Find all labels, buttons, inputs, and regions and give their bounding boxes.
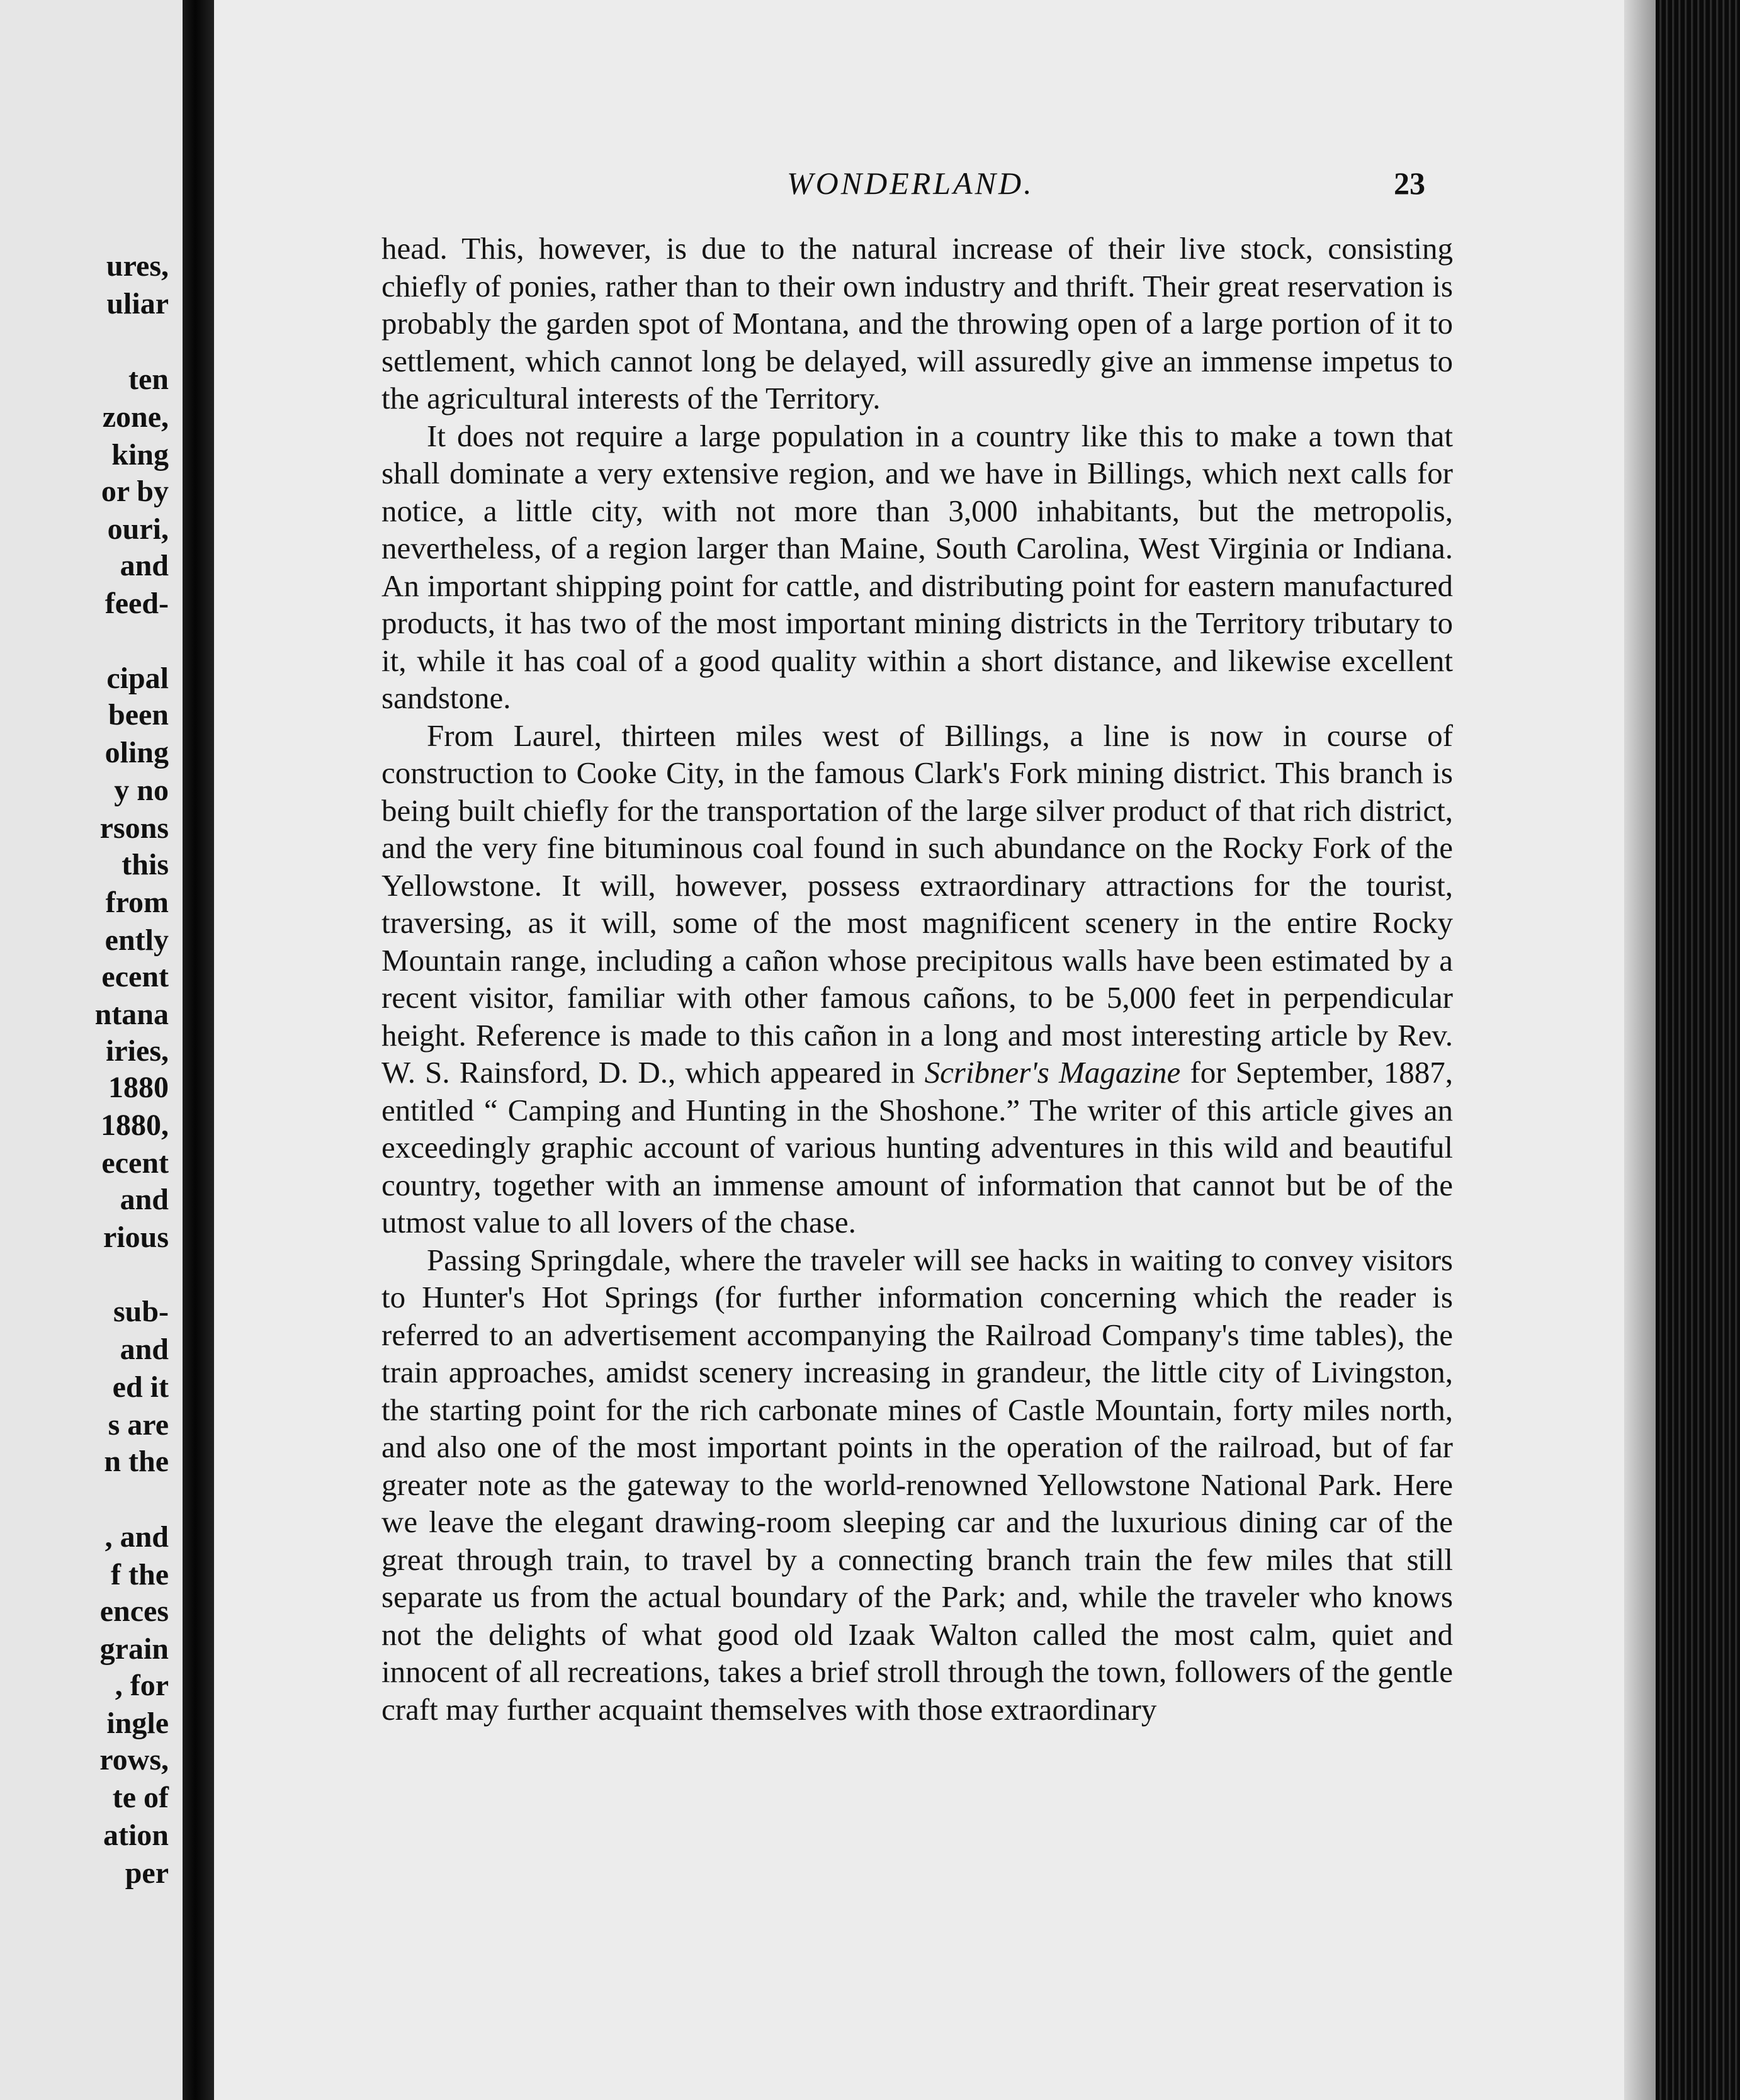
paragraph-3-part-1: From Laurel, thirteen miles west of Billings, a line is now in course of construction to Cooke City, in the famous Clark's Fork mining district. This branch is being built chiefly for the transportation of the large silver product of that rich district, and the very fine bituminous coal found in such abundance on the Rocky Fork of the Yellowstone. It will, however, possess extraordinary attractions for the tourist, traversing, as it will, some of the most magnificent scenery in the entire Rocky Mountain range, including a cañon whose precipitous walls have been estimated by a recent visitor, familiar with other famous cañons, to be 5,000 feet in perpendicular height. Reference is made to this cañon in a long and most interesting article by Rev. W. S. Rainsford, D. D., which appeared in — [381, 718, 1453, 1090]
left-page-fragment: ures, — [106, 249, 169, 283]
left-page-fragment: ences — [99, 1595, 169, 1628]
left-page-fragment: oling — [105, 736, 169, 769]
left-page-fragment: king — [111, 438, 169, 471]
paragraph-1: head. This, however, is due to the natural increase of their live stock, consisting chiefly of ponies, rather than to their own industry and thrift. Their great reservation is probably the garden spot of Montana, and the throwing open of a large portion of it to settlement, which cannot long be delayed, will assuredly give an immense impetus to the agricultural interests of the Territory. — [381, 231, 1453, 415]
book-gutter — [183, 0, 214, 2100]
left-page-fragment: and — [120, 1333, 169, 1366]
left-page-fragment: this — [121, 848, 169, 881]
page-number: 23 — [1394, 166, 1425, 201]
left-page-fragment: rious — [103, 1221, 169, 1254]
left-page-fragment: rows, — [99, 1743, 169, 1776]
book-fore-edge — [1656, 0, 1740, 2100]
left-page-fragment: , for — [115, 1669, 169, 1702]
left-page-fragment: ingle — [106, 1707, 169, 1740]
left-page-fragment: , and — [105, 1520, 169, 1554]
left-page-fragment: s are — [108, 1408, 169, 1442]
left-page-fragment: f the — [111, 1558, 169, 1591]
left-page-fragment: and — [120, 1183, 169, 1216]
left-page-fragment: sub- — [113, 1295, 169, 1328]
left-page-fragment: ecent — [101, 1146, 169, 1180]
left-page-fragment: ation — [103, 1819, 169, 1852]
left-page-fragment: te of — [112, 1781, 169, 1814]
left-page-fragment: uliar — [106, 287, 169, 320]
left-page-fragment: 1880, — [101, 1109, 169, 1142]
left-page-fragment: 1880 — [108, 1071, 169, 1104]
paragraph-3 — [381, 717, 1453, 1241]
left-page-fragment: n the — [104, 1445, 169, 1478]
previous-page-strip — [0, 0, 183, 2100]
left-page-fragment: ently — [105, 923, 169, 957]
left-page-fragment: grain — [99, 1632, 169, 1666]
paragraph-3-part-2: for September, 1887, entitled “ Camping and Hunting in the Shoshone.” The writer of this article gives an exceedingly graphic account of various hunting adventures in this wild and beautiful country, together with an immense amount of information that cannot but be of the utmost value to all lovers of the chase. — [381, 1055, 1454, 1239]
left-page-fragment: ecent — [101, 960, 169, 993]
running-head: WONDERLAND. — [787, 166, 1034, 201]
left-page-fragment: iries, — [106, 1034, 169, 1068]
left-page-fragment: per — [125, 1856, 169, 1890]
left-page-fragment: ed it — [112, 1370, 169, 1404]
left-page-fragment: from — [105, 886, 169, 919]
paragraph-4: Passing Springdale, where the traveler will see hacks in waiting to convey visitors to Hunter's Hot Springs (for further information concerning which the reader is referred to an advertisement accompanying the Railroad Company's time tables), the train approaches, amidst scenery increasing in grandeur, the little city of Livingston, the starting point for the rich carbonate mines of Castle Mountain, forty miles north, and also one of the most important points in the operation of the railroad, but of far greater note as the gateway to the world-renowned Yellowstone National Park. Here we leave the elegant drawing-room sleeping car and the luxurious dining car of the great through train, to travel by a connecting branch train the few miles that still separate us from the actual boundary of the Park; and, while the traveler who knows not the delights of what good old Izaak Walton called the most calm, quiet and innocent of all recreations, takes a brief stroll through the town, followers of the gentle craft may further acquaint themselves with those extraordinary — [381, 1242, 1453, 1727]
paragraph-2: It does not require a large population in a country like this to make a town that shall dominate a very extensive region, and we have in Billings, which next calls for notice, a little city, with not more than 3,000 inhabitants, but the metropolis, nevertheless, of a region larger than Maine, South Carolina, West Virginia or Indiana. An important shipping point for cattle, and distributing point for eastern manufactured products, it has two of the most important mining districts in the Territory tributary to it, while it has coal of a good quality within a short distance, and likewise excellent sandstone. — [381, 418, 1453, 715]
left-page-fragment: and — [120, 549, 169, 582]
left-page-fragment: y no — [114, 774, 169, 807]
left-page-fragment: zone, — [102, 400, 169, 434]
left-page-fragment: ten — [128, 363, 169, 396]
left-page-fragment: feed- — [105, 587, 169, 620]
left-page-fragment: or by — [101, 475, 169, 508]
left-page-fragment: ouri, — [107, 512, 169, 546]
left-page-fragment: rsons — [99, 811, 169, 845]
left-page-fragment: been — [108, 698, 169, 731]
body-text — [381, 230, 1453, 1728]
magazine-title: Scribner's Magazine — [924, 1055, 1181, 1090]
left-page-fragment: ntana — [94, 998, 169, 1031]
left-page-fragment: cipal — [106, 662, 169, 695]
